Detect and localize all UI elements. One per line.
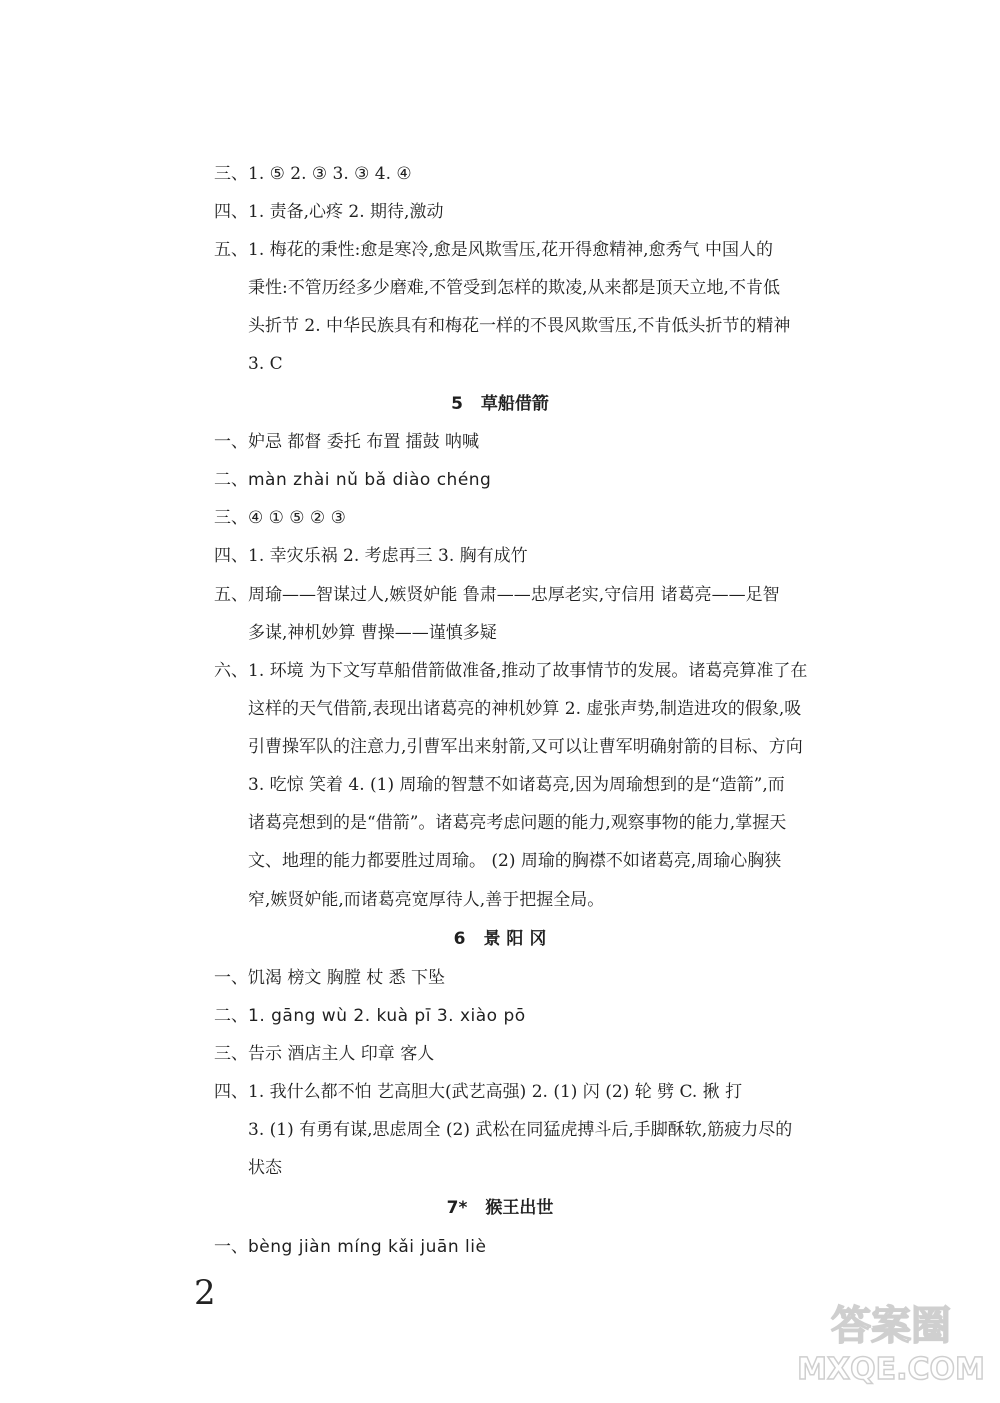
answer-text: 状态 (248, 1158, 282, 1178)
question-number: 二、 (214, 470, 248, 490)
watermark-text-bottom: MXQE.COM (797, 1352, 985, 1387)
answer-text: 1. 责备,心疼 2. 期待,激动 (248, 202, 444, 222)
section-heading-title: 草船借箭 (480, 394, 549, 414)
answer-text: 窄,嫉贤妒能,而诸葛亮宽厚待人,善于把握全局。 (248, 890, 605, 910)
answer-text: 文、地理的能力都要胜过周瑜。 (2) 周瑜的胸襟不如诸葛亮,周瑜心胸狭 (248, 851, 782, 871)
pinyin-answer-text: bèng jiàn míng kǎi juān liè (248, 1237, 487, 1257)
answer-text: 1. 幸灾乐祸 2. 考虑再三 3. 胸有成竹 (248, 546, 528, 566)
answer-text: 妒忌 都督 委托 布置 擂鼓 呐喊 (248, 432, 480, 452)
page-number: 2 (194, 1273, 216, 1313)
question-number: 一、 (214, 432, 248, 452)
section-heading-title: 景 阳 冈 (483, 929, 547, 949)
answer-text: 1. 环境 为下文写草船借箭做准备,推动了故事情节的发展。诸葛亮算准了在 (248, 661, 808, 681)
question-number: 五、 (214, 240, 248, 260)
section-heading (0, 1197, 1000, 1219)
answer-text: 引曹操军队的注意力,引曹军出来射箭,又可以让曹军明确射箭的目标、方向 (248, 737, 803, 757)
question-number: 二、 (214, 1006, 248, 1026)
pinyin-answer-text: màn zhài nǔ bǎ diào chéng (248, 470, 492, 490)
answer-text: 诸葛亮想到的是“借箭”。诸葛亮考虑问题的能力,观察事物的能力,掌握天 (248, 813, 787, 833)
answer-text: 饥渴 榜文 胸膛 杖 悉 下坠 (248, 968, 446, 988)
answer-text: 这样的天气借箭,表现出诸葛亮的神机妙算 2. 虚张声势,制造进攻的假象,吸 (248, 699, 802, 719)
question-number: 四、 (214, 202, 248, 222)
answer-text: 头折节 2. 中华民族具有和梅花一样的不畏风欺雪压,不肯低头折节的精神 (248, 316, 791, 336)
section-heading (0, 393, 1000, 415)
question-number: 四、 (214, 546, 248, 566)
question-number: 三、 (214, 508, 248, 528)
section-heading-number: 7* (446, 1198, 468, 1218)
watermark-text-top: 答案圈 (831, 1303, 951, 1349)
answer-text: 3. (1) 有勇有谋,思虑周全 (2) 武松在同猛虎搏斗后,手脚酥软,筋疲力尽的 (248, 1120, 793, 1140)
question-number: 四、 (214, 1082, 248, 1102)
question-number: 六、 (214, 661, 248, 681)
answer-text: 多谋,神机妙算 曹操——谨慎多疑 (248, 623, 497, 643)
section-heading (0, 928, 1000, 950)
question-number: 一、 (214, 1237, 248, 1257)
answer-text: 1. 梅花的秉性:愈是寒冷,愈是风欺雪压,花开得愈精神,愈秀气 中国人的 (248, 240, 773, 260)
question-number: 五、 (214, 585, 248, 605)
answer-text: 3. C (248, 354, 283, 374)
answer-text: ④ ① ⑤ ② ③ (248, 508, 346, 528)
section-heading-number: 5 (451, 394, 463, 414)
section-heading-number: 6 (453, 929, 466, 949)
answer-text: 周瑜——智谋过人,嫉贤妒能 鲁肃——忠厚老实,守信用 诸葛亮——足智 (248, 585, 780, 605)
watermark-logo (796, 1293, 986, 1389)
section-heading-title: 猴王出世 (485, 1198, 554, 1218)
answer-text: 告示 酒店主人 印章 客人 (248, 1044, 435, 1064)
question-number: 三、 (214, 1044, 248, 1064)
answer-text: 1. 我什么都不怕 艺高胆大(武艺高强) 2. (1) 闪 (2) 轮 劈 C. 揪 打 (248, 1082, 743, 1102)
question-number: 三、 (214, 164, 248, 184)
answer-text: 1. ⑤ 2. ③ 3. ③ 4. ④ (248, 164, 412, 184)
pinyin-answer-text: 1. gāng wù 2. kuà pī 3. xiào pō (248, 1006, 526, 1026)
answer-text: 3. 吃惊 笑着 4. (1) 周瑜的智慧不如诸葛亮,因为周瑜想到的是“造箭”,而 (248, 775, 785, 795)
answer-text: 秉性:不管历经多少磨难,不管受到怎样的欺凌,从来都是顶天立地,不肯低 (248, 278, 780, 298)
question-number: 一、 (214, 968, 248, 988)
